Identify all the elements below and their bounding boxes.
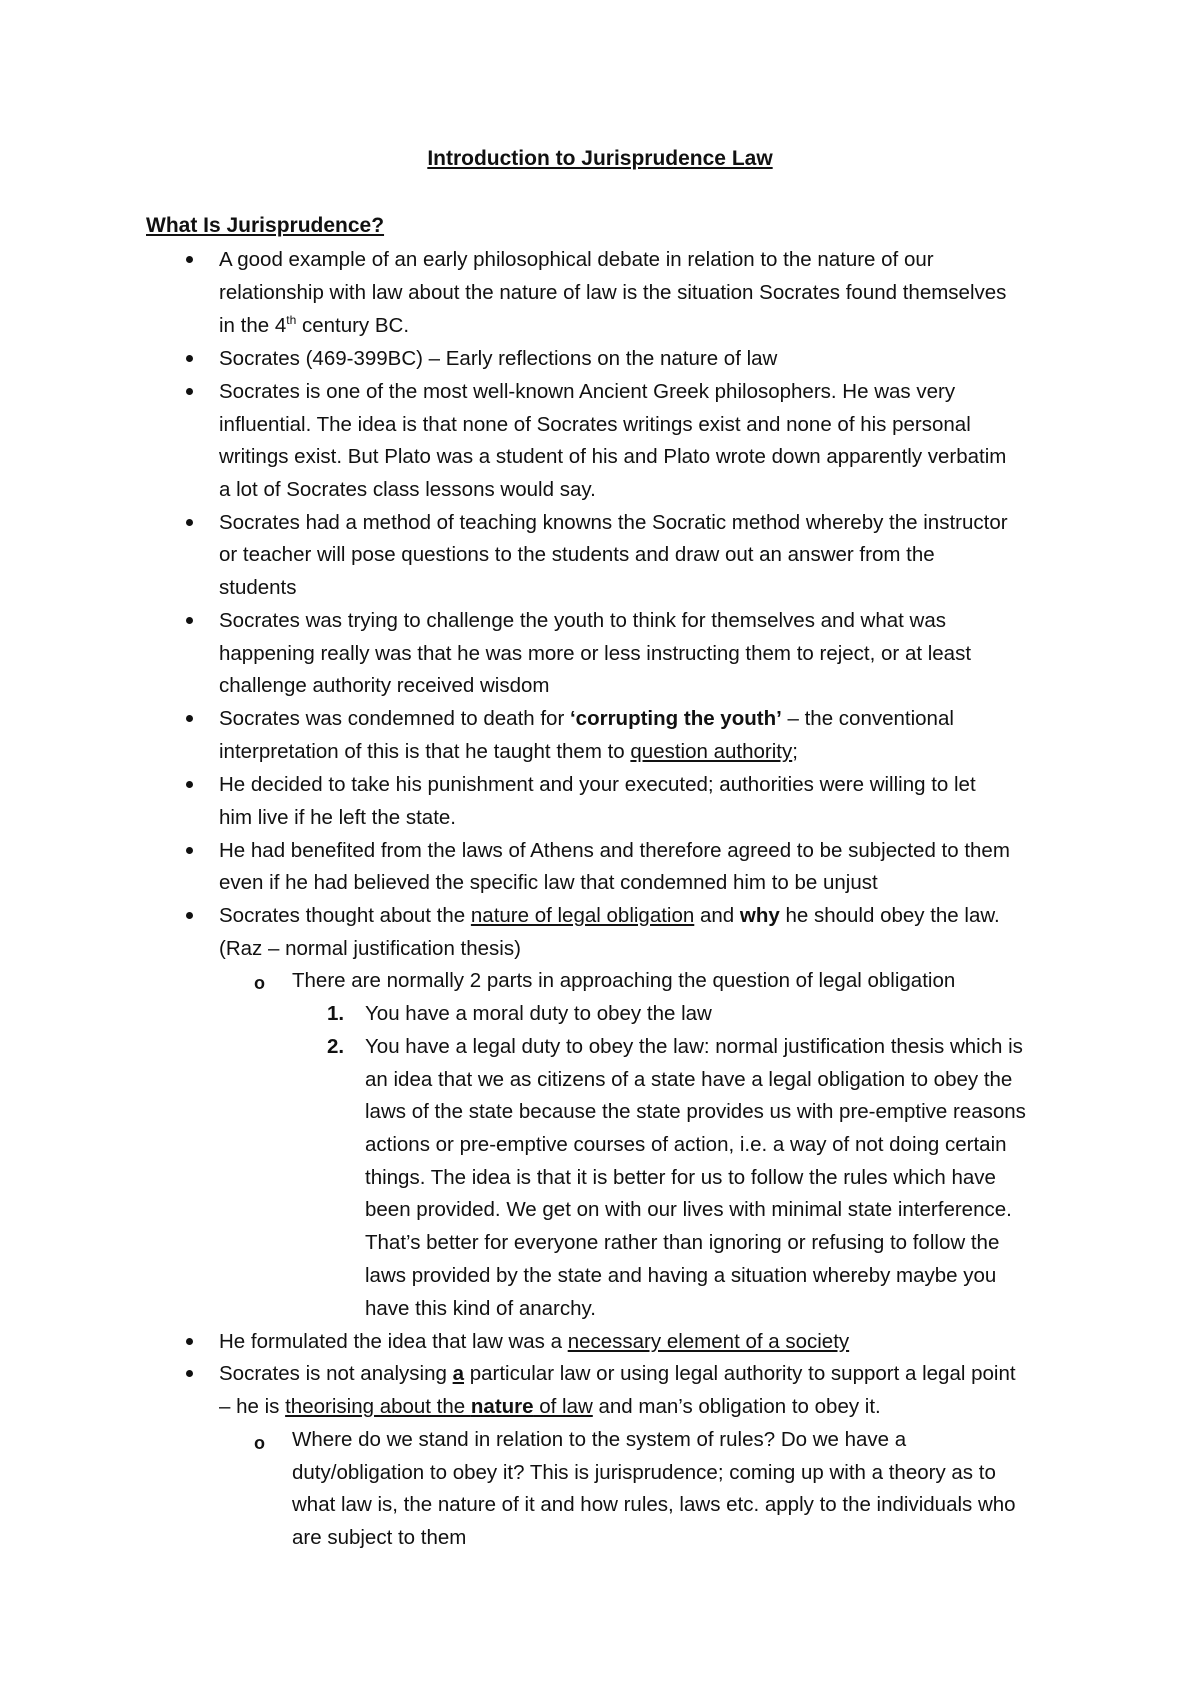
text-line: He had benefited from the laws of Athens and therefore agreed to be subjected to them — [219, 839, 1010, 862]
text-line: him live if he left the state. — [219, 806, 457, 829]
text-line: Socrates was condemned to death for ‘corrupting the youth’ – the conventional — [219, 707, 954, 730]
list-number: 2. — [327, 1035, 345, 1058]
bullet-marker — [186, 781, 193, 788]
bullet-marker — [186, 617, 193, 624]
bullet-marker — [186, 912, 193, 919]
text-line: You have a legal duty to obey the law: normal justification thesis which is — [365, 1035, 1023, 1058]
bullet-marker — [186, 519, 193, 526]
bullet-marker — [186, 847, 193, 854]
text-line: You have a moral duty to obey the law — [365, 1002, 712, 1025]
text-line: students — [219, 576, 297, 599]
text-line: happening really was that he was more or less instructing them to reject, or at least — [219, 642, 972, 665]
bullet-marker — [186, 388, 193, 395]
text-line: Socrates was trying to challenge the youth to think for themselves and what was — [219, 609, 946, 632]
text-line: influential. The idea is that none of Socrates writings exist and none of his personal — [219, 413, 971, 436]
text-line: an idea that we as citizens of a state have a legal obligation to obey the — [365, 1068, 1013, 1091]
text-line: Socrates thought about the nature of legal obligation and why he should obey the law. — [219, 904, 1000, 927]
text-line: laws provided by the state and having a situation whereby maybe you — [365, 1264, 997, 1287]
text-line: – he is theorising about the nature of law and man’s obligation to obey it. — [219, 1395, 881, 1418]
text-line: Socrates is one of the most well-known Ancient Greek philosophers. He was very — [219, 380, 956, 403]
text-line: relationship with law about the nature of law is the situation Socrates found themselves — [219, 281, 1007, 304]
text-line: Where do we stand in relation to the system of rules? Do we have a — [292, 1428, 907, 1451]
text-line: There are normally 2 parts in approaching the question of legal obligation — [292, 969, 956, 992]
text-line: Socrates (469-399BC) – Early reflections on the nature of law — [219, 347, 778, 370]
text-line: interpretation of this is that he taught them to question authority; — [219, 740, 798, 763]
text-line: He decided to take his punishment and your executed; authorities were willing to let — [219, 773, 976, 796]
sub-bullet-marker: o — [254, 1433, 265, 1453]
sub-bullet-marker: o — [254, 973, 265, 993]
text-line: what law is, the nature of it and how rules, laws etc. apply to the individuals who — [292, 1493, 1016, 1516]
bullet-marker — [186, 355, 193, 362]
text-line: actions or pre-emptive courses of action, i.e. a way of not doing certain — [365, 1133, 1007, 1156]
text-line: duty/obligation to obey it? This is jurisprudence; coming up with a theory as to — [292, 1461, 996, 1484]
text-line: been provided. We get on with our lives with minimal state interference. — [365, 1198, 1012, 1221]
bullet-marker — [186, 1338, 193, 1345]
text-line: Socrates is not analysing a particular law or using legal authority to support a legal point — [219, 1362, 1016, 1385]
text-line: are subject to them — [292, 1526, 467, 1549]
text-line: Socrates had a method of teaching knowns the Socratic method whereby the instructor — [219, 511, 1008, 534]
list-number: 1. — [327, 1002, 345, 1025]
text-line: A good example of an early philosophical debate in relation to the nature of our — [219, 248, 934, 271]
text-line: writings exist. But Plato was a student of his and Plato wrote down apparently verbatim — [219, 445, 1007, 468]
text-line: a lot of Socrates class lessons would say. — [219, 478, 596, 501]
text-line: laws of the state because the state provides us with pre-emptive reasons — [365, 1100, 1026, 1123]
document-title: Introduction to Jurisprudence Law — [427, 147, 773, 170]
text-line: have this kind of anarchy. — [365, 1297, 596, 1320]
text-line: He formulated the idea that law was a necessary element of a society — [219, 1330, 850, 1353]
bullet-marker — [186, 1370, 193, 1377]
text-line: or teacher will pose questions to the students and draw out an answer from the — [219, 543, 935, 566]
text-line: even if he had believed the specific law that condemned him to be unjust — [219, 871, 878, 894]
text-line: That’s better for everyone rather than ignoring or refusing to follow the — [365, 1231, 1000, 1254]
bullet-marker — [186, 715, 193, 722]
bullet-marker — [186, 256, 193, 263]
text-line: challenge authority received wisdom — [219, 674, 550, 697]
text-line: (Raz – normal justification thesis) — [219, 937, 521, 960]
text-line: in the 4th century BC. — [219, 313, 410, 337]
text-line: things. The idea is that it is better for us to follow the rules which have — [365, 1166, 996, 1189]
section-heading: What Is Jurisprudence? — [146, 214, 385, 237]
